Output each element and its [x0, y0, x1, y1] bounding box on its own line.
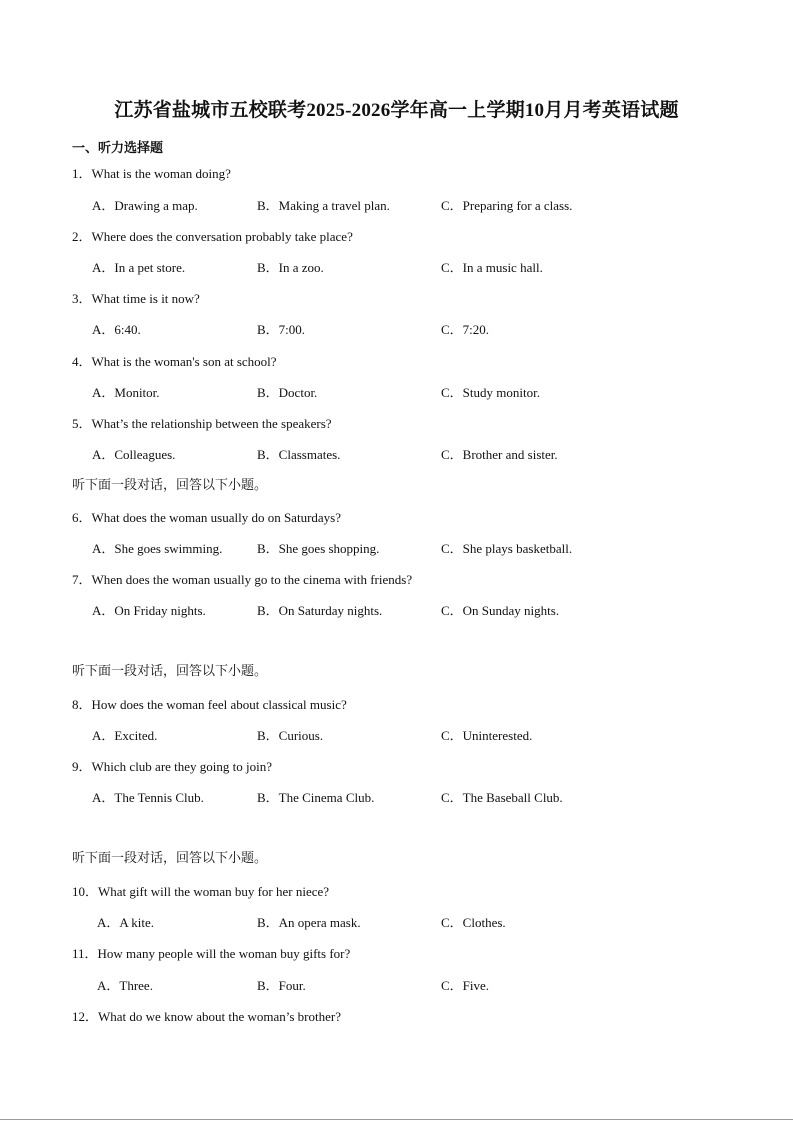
option-b: B．Making a travel plan. [257, 198, 390, 213]
question-number: 10． [72, 884, 99, 899]
question-number: 1． [72, 166, 92, 181]
page-bottom-rule [0, 1119, 793, 1120]
option-c: C．Uninterested. [441, 728, 533, 743]
option-c: C．Preparing for a class. [441, 198, 573, 213]
question-number: 4． [72, 354, 92, 369]
option-b: B．Doctor. [257, 385, 318, 400]
question-text: Which club are they going to join? [91, 759, 273, 774]
question-number: 5． [72, 416, 92, 431]
question-text: What does the woman usually do on Saturdays? [91, 510, 341, 525]
question-number: 11． [72, 946, 98, 961]
question-12 [72, 1008, 341, 1026]
question-1 [72, 165, 231, 183]
option-b: B．On Saturday nights. [257, 603, 383, 618]
option-a: A．The Tennis Club. [92, 790, 204, 805]
question-8 [72, 696, 347, 714]
question-text: What is the woman doing? [91, 166, 231, 181]
option-a: A．6:40. [92, 322, 141, 337]
question-number: 6． [72, 510, 92, 525]
option-b: B．Classmates. [257, 447, 341, 462]
option-a: A．Monitor. [92, 385, 160, 400]
option-c: C．Study monitor. [441, 385, 540, 400]
option-a: A．Three. [97, 978, 153, 993]
question-5 [72, 415, 332, 433]
option-a: A．On Friday nights. [92, 603, 206, 618]
question-3 [72, 290, 200, 308]
question-10 [72, 883, 329, 901]
option-b: B．She goes shopping. [257, 541, 380, 556]
question-text: How many people will the woman buy gifts for? [97, 946, 351, 961]
question-text: What gift will the woman buy for her niece? [98, 884, 330, 899]
option-a: A．In a pet store. [92, 260, 186, 275]
question-9 [72, 758, 272, 776]
question-number: 3． [72, 291, 92, 306]
question-text: Where does the conversation probably take place? [91, 229, 353, 244]
option-a: A．Excited. [92, 728, 158, 743]
option-c: C．In a music hall. [441, 260, 543, 275]
question-text: What’s the relationship between the speakers? [91, 416, 332, 431]
instruction-note: 听下面一段对话，回答以下小题。 [72, 663, 268, 678]
question-7 [72, 571, 412, 589]
question-text: How does the woman feel about classical music? [91, 697, 347, 712]
question-2 [72, 228, 353, 246]
option-b: B．Four. [257, 978, 306, 993]
section-heading: 一、听力选择题 [72, 140, 164, 155]
question-number: 12． [72, 1009, 99, 1024]
option-b: B．Curious. [257, 728, 324, 743]
option-b: B．The Cinema Club. [257, 790, 375, 805]
option-c: C．She plays basketball. [441, 541, 573, 556]
question-number: 9． [72, 759, 92, 774]
option-c: C．Clothes. [441, 915, 506, 930]
option-c: C．7:20. [441, 322, 490, 337]
instruction-note: 听下面一段对话，回答以下小题。 [72, 477, 268, 492]
option-c: C．Five. [441, 978, 490, 993]
question-number: 2． [72, 229, 92, 244]
option-a: A．A kite. [97, 915, 155, 930]
question-text: What time is it now? [91, 291, 200, 306]
instruction-note: 听下面一段对话，回答以下小题。 [72, 850, 268, 865]
question-6 [72, 509, 341, 527]
option-c: C．Brother and sister. [441, 447, 558, 462]
question-4 [72, 353, 277, 371]
question-11 [72, 945, 350, 963]
question-text: When does the woman usually go to the cinema with friends? [91, 572, 413, 587]
option-a: A．Colleagues. [92, 447, 176, 462]
question-number: 7． [72, 572, 92, 587]
option-a: A．She goes swimming. [92, 541, 223, 556]
document-title: 江苏省盐城市五校联考2025-2026学年高一上学期10月月考英语试题 [114, 100, 679, 121]
question-text: What do we know about the woman’s brother? [98, 1009, 341, 1024]
option-b: B．An opera mask. [257, 915, 361, 930]
question-number: 8． [72, 697, 92, 712]
option-c: C．On Sunday nights. [441, 603, 560, 618]
option-b: B．In a zoo. [257, 260, 324, 275]
question-text: What is the woman's son at school? [91, 354, 277, 369]
option-a: A．Drawing a map. [92, 198, 198, 213]
option-b: B．7:00. [257, 322, 306, 337]
option-c: C．The Baseball Club. [441, 790, 563, 805]
